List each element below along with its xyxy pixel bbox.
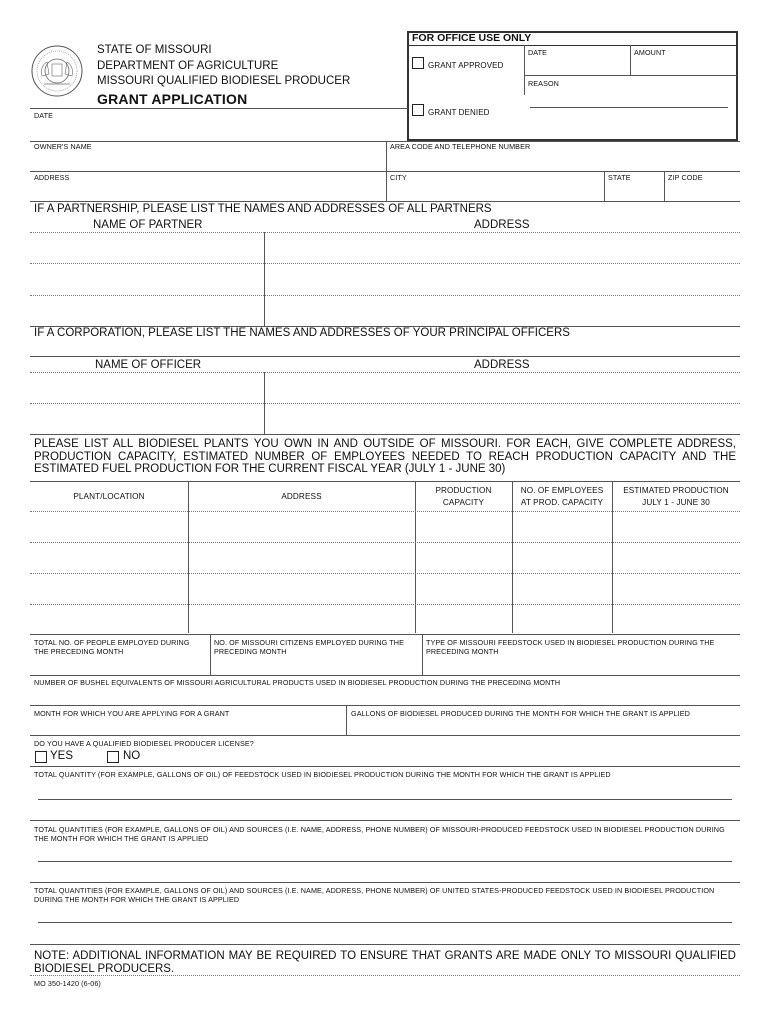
total-employed-label: TOTAL NO. OF PEOPLE EMPLOYED DURING THE PRECEDING MONTH <box>34 638 190 656</box>
production-capacity-header-2: CAPACITY <box>442 498 485 507</box>
us-feedstock-label: TOTAL QUANTITIES (FOR EXAMPLE, GALLONS OF OIL) AND SOURCES (I.E. NAME, ADDRESS, PHONE NUMBER) OF UNITED STATES-PRODUCED FEEDSTOCK USED IN BIODIESEL PRODUCTION DURING THE MONTH FOR WHICH THE GRANT IS APPLIED <box>34 886 715 904</box>
bushel-equivalents-field[interactable] <box>32 688 738 703</box>
address-field[interactable] <box>32 183 384 200</box>
state-seal <box>30 44 84 98</box>
partner-row-3[interactable] <box>32 297 738 325</box>
zip-field[interactable] <box>666 183 738 200</box>
grant-denied-checkbox[interactable] <box>412 104 424 116</box>
license-question: DO YOU HAVE A QUALIFIED BIODIESEL PRODUCER LICENSE? <box>34 739 254 748</box>
partner-address-header: ADDRESS <box>474 219 530 231</box>
partner-name-header: NAME OF PARTNER <box>93 219 203 231</box>
gallons-produced-label: GALLONS OF BIODIESEL PRODUCED DURING THE MONTH FOR WHICH THE GRANT IS APPLIED <box>351 709 690 718</box>
grant-approved-label: GRANT APPROVED <box>428 61 504 70</box>
missouri-feedstock-label: TOTAL QUANTITIES (FOR EXAMPLE, GALLONS OF OIL) AND SOURCES (I.E. NAME, ADDRESS, PHONE NUMBER) OF MISSOURI-PRODUCED FEEDSTOCK USED IN BIODIESEL PRODUCTION DURING THE MONTH FOR WHICH THE GRANT IS APPLIED <box>34 825 725 843</box>
missouri-feedstock-field[interactable] <box>38 861 732 862</box>
officer-name-header: NAME OF OFFICER <box>95 359 202 371</box>
officer-row-2[interactable] <box>32 405 738 433</box>
header-department: DEPARTMENT OF AGRICULTURE <box>97 60 279 72</box>
feedstock-type-field[interactable] <box>424 658 738 673</box>
plant-row-2[interactable] <box>32 544 738 572</box>
owners-name-field[interactable] <box>32 152 384 170</box>
bushel-equivalents-label: NUMBER OF BUSHEL EQUIVALENTS OF MISSOURI AGRICULTURAL PRODUCTS USED IN BIODIESEL PRODUCTION DURING THE PRECEDING MONTH <box>34 678 561 687</box>
office-amount-label: AMOUNT <box>634 48 666 57</box>
total-employed-field[interactable] <box>32 658 208 673</box>
license-yes-label: YES <box>50 750 74 762</box>
office-reason-label: REASON <box>528 79 559 88</box>
form-title: GRANT APPLICATION <box>97 91 248 107</box>
phone-field[interactable] <box>388 152 738 170</box>
plant-row-1[interactable] <box>32 513 738 541</box>
city-label: CITY <box>390 173 407 182</box>
partner-row-2[interactable] <box>32 265 738 294</box>
partner-row-1[interactable] <box>32 234 738 262</box>
address-label: ADDRESS <box>34 173 70 182</box>
officers-heading: IF A CORPORATION, PLEASE LIST THE NAMES AND ADDRESSES OF YOUR PRINCIPAL OFFICERS <box>34 327 570 339</box>
header-state: STATE OF MISSOURI <box>97 44 212 56</box>
state-field[interactable] <box>606 183 662 200</box>
plant-row-4[interactable] <box>32 606 738 632</box>
date-label: DATE <box>34 111 54 120</box>
plant-row-3[interactable] <box>32 575 738 603</box>
office-use-box <box>407 31 738 141</box>
estimated-production-header-2: JULY 1 - JUNE 30 <box>642 498 710 507</box>
officer-address-header: ADDRESS <box>474 359 530 371</box>
plants-heading: PLEASE LIST ALL BIODIESEL PLANTS YOU OWN IN AND OUTSIDE OF MISSOURI. FOR EACH, GIVE COMPLETE ADDRESS, PRODUCTION CAPACITY, ESTIMATED NUMBER OF EMPLOYEES NEEDED TO REACH PRODUCTION CAPACITY AND THE ESTIMATED FUEL PRODUCTION FOR THE CURRENT FISCAL YEAR (JULY 1 - JUNE 30) <box>34 438 736 475</box>
office-date-label: DATE <box>528 48 548 57</box>
office-reason-field[interactable] <box>530 107 728 108</box>
license-no-checkbox[interactable] <box>107 751 119 763</box>
plant-address-header: ADDRESS <box>281 492 322 501</box>
phone-label: AREA CODE AND TELEPHONE NUMBER <box>390 142 531 151</box>
officer-row-1[interactable] <box>32 374 738 402</box>
plant-location-header: PLANT/LOCATION <box>73 492 145 501</box>
city-field[interactable] <box>388 183 602 200</box>
missouri-citizens-label: NO. OF MISSOURI CITIZENS EMPLOYED DURING THE PRECEDING MONTH <box>214 638 404 656</box>
employees-header-1: NO. OF EMPLOYEES <box>520 486 604 495</box>
partners-heading: IF A PARTNERSHIP, PLEASE LIST THE NAMES AND ADDRESSES OF ALL PARTNERS <box>34 203 492 215</box>
feedstock-total-label: TOTAL QUANTITY (FOR EXAMPLE, GALLONS OF OIL) OF FEEDSTOCK USED IN BIODIESEL PRODUCTION DURING THE MONTH FOR WHICH THE GRANT IS APPLIED <box>34 770 611 779</box>
us-feedstock-field[interactable] <box>38 922 732 923</box>
feedstock-total-field[interactable] <box>38 799 732 800</box>
date-field[interactable] <box>32 120 404 139</box>
license-no-label: NO <box>123 750 141 762</box>
grant-approved-checkbox[interactable] <box>412 57 424 69</box>
form-number: MO 350-1420 (6-06) <box>34 979 101 988</box>
estimated-production-header-1: ESTIMATED PRODUCTION <box>623 486 729 495</box>
feedstock-type-label: TYPE OF MISSOURI FEEDSTOCK USED IN BIODIESEL PRODUCTION DURING THE PRECEDING MONTH <box>426 638 715 656</box>
state-label: STATE <box>608 173 631 182</box>
note: NOTE: ADDITIONAL INFORMATION MAY BE REQUIRED TO ENSURE THAT GRANTS ARE MADE ONLY TO MISSOURI QUALIFIED BIODIESEL PRODUCERS. <box>34 950 736 975</box>
month-applying-label: MONTH FOR WHICH YOU ARE APPLYING FOR A GRANT <box>34 709 230 718</box>
owners-name-label: OWNER'S NAME <box>34 142 92 151</box>
grant-denied-label: GRANT DENIED <box>428 108 490 117</box>
month-applying-field[interactable] <box>32 719 344 733</box>
license-yes-checkbox[interactable] <box>35 751 47 763</box>
office-date-field[interactable] <box>526 58 628 74</box>
production-capacity-header-1: PRODUCTION <box>435 486 492 495</box>
zip-label: ZIP CODE <box>668 173 703 182</box>
missouri-citizens-field[interactable] <box>212 658 420 673</box>
gallons-produced-field[interactable] <box>348 719 738 733</box>
employees-header-2: AT PROD. CAPACITY <box>520 498 604 507</box>
office-amount-field[interactable] <box>632 58 736 74</box>
office-use-title: FOR OFFICE USE ONLY <box>412 32 532 44</box>
header-program: MISSOURI QUALIFIED BIODIESEL PRODUCER <box>97 75 351 87</box>
